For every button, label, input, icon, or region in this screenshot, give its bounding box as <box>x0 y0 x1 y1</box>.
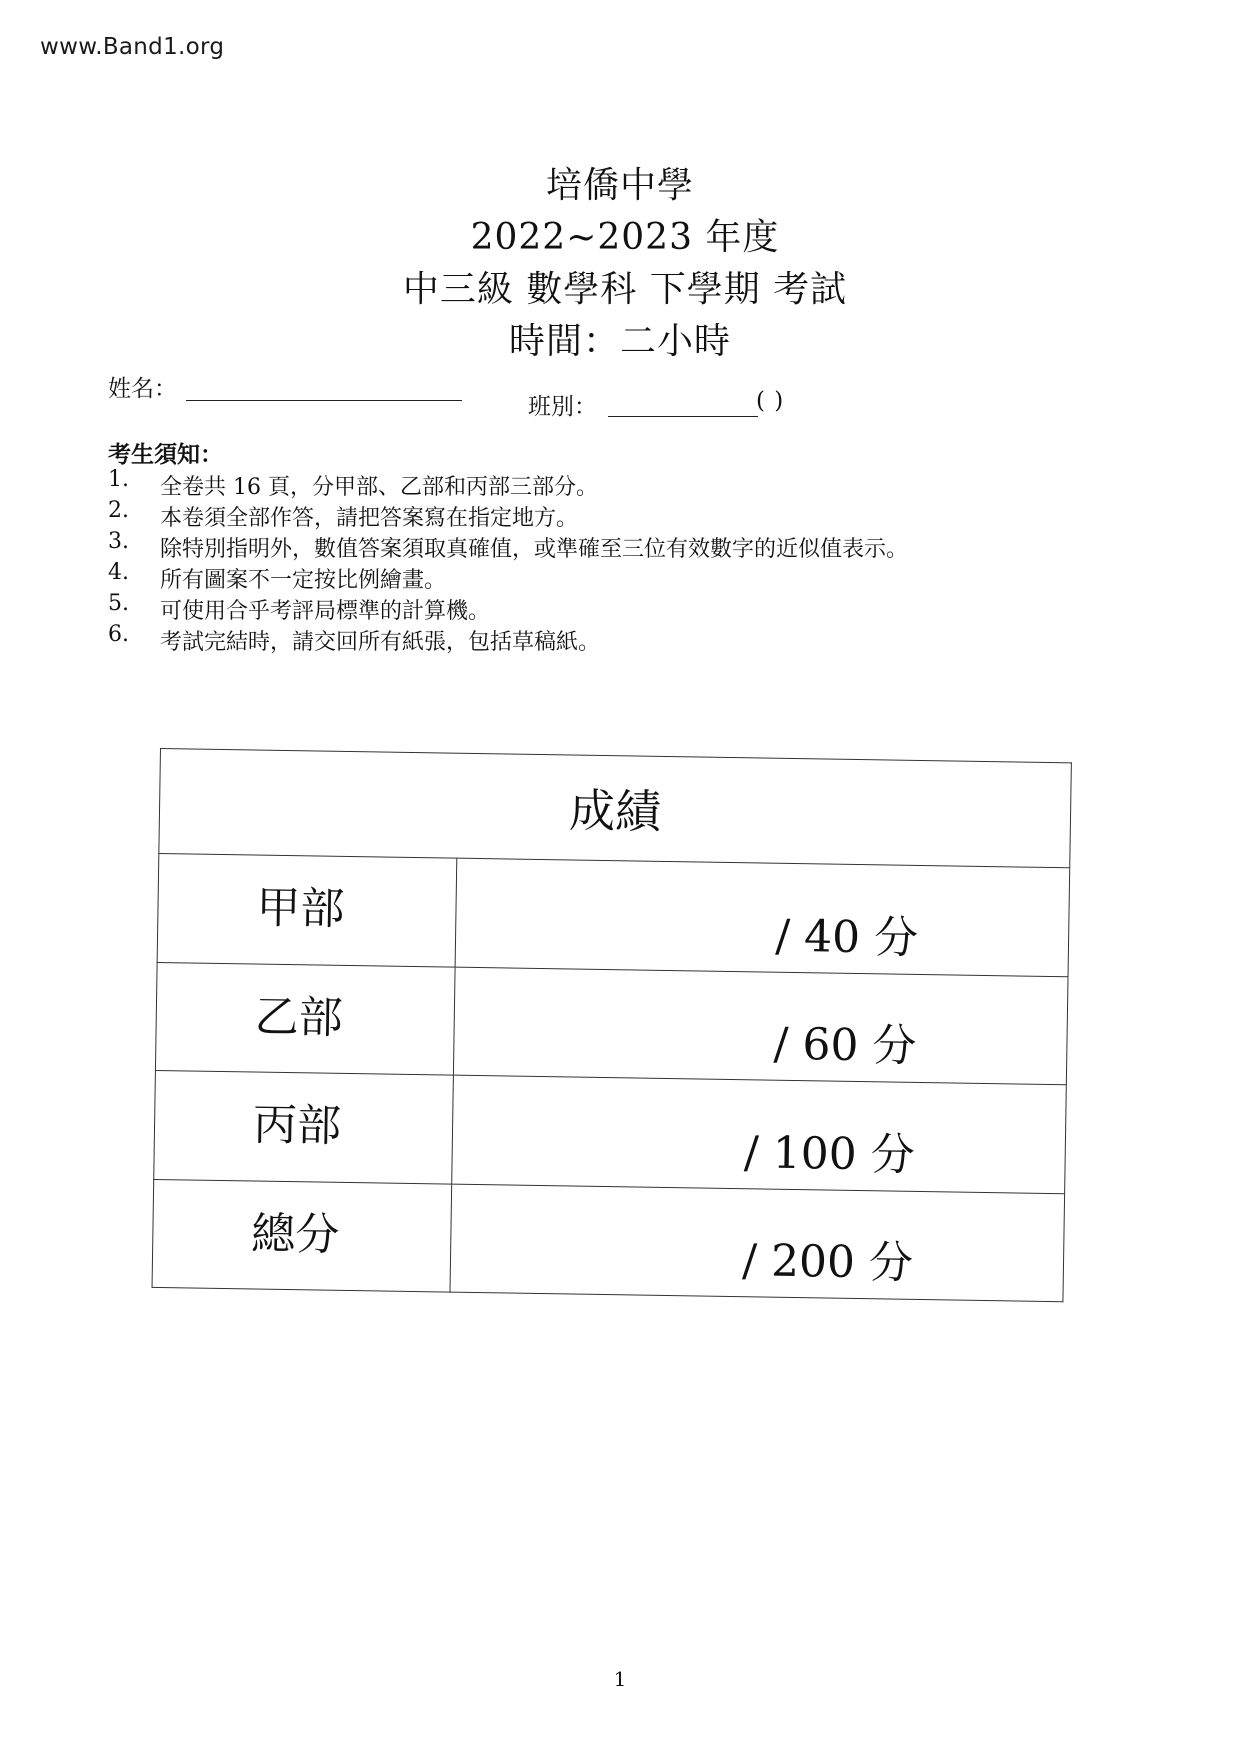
notice-item <box>108 530 1108 561</box>
name-field[interactable] <box>186 400 462 401</box>
page-number: 1 <box>613 1667 627 1691</box>
notice-item-text: 本卷須全部作答，請把答案寫在指定地方。 <box>160 506 579 531</box>
score-entry-cell[interactable]: / 40 分 <box>455 858 1070 976</box>
score-table-header-row <box>159 749 1072 869</box>
notice-item <box>108 592 1108 623</box>
notice-item-number: 6. <box>108 622 129 647</box>
notice-item-text: 可使用合乎考評局標準的計算機。 <box>160 599 491 624</box>
notice-list <box>108 468 1108 654</box>
score-row <box>155 962 1068 1085</box>
site-watermark: www.Band1.org <box>40 34 225 60</box>
score-row <box>157 854 1070 977</box>
academic-year: 2022~2023 年度 <box>470 217 780 258</box>
score-row <box>154 1071 1067 1194</box>
notice-item <box>108 499 1108 530</box>
notice-item-text: 全卷共 16 頁，分甲部、乙部和丙部三部分。 <box>160 475 598 500</box>
notice-item-number: 2. <box>108 498 129 523</box>
score-entry-cell[interactable]: / 100 分 <box>452 1075 1067 1193</box>
notice-item-text: 考試完結時，請交回所有紙張，包括草稿紙。 <box>160 630 601 655</box>
score-row <box>152 1179 1065 1302</box>
notice-item-number: 3. <box>108 529 129 554</box>
score-table-container <box>152 748 1072 1302</box>
score-part-label: 總分 <box>152 1179 452 1292</box>
score-entry-cell[interactable]: / 60 分 <box>453 967 1068 1085</box>
score-entry-cell[interactable]: / 200 分 <box>450 1184 1065 1302</box>
exam-duration: 時間：二小時 <box>508 321 731 362</box>
student-info-row <box>108 370 1140 420</box>
notice-item <box>108 561 1108 592</box>
notice-item <box>108 468 1108 499</box>
notice-item <box>108 623 1108 654</box>
exam-title: 中三級 數學科 下學期 考試 <box>402 269 848 310</box>
notice-item-number: 5. <box>108 591 129 616</box>
class-label: 班別： <box>528 394 597 420</box>
score-part-label: 乙部 <box>155 962 455 1075</box>
score-part-label: 甲部 <box>157 854 457 967</box>
score-part-label: 丙部 <box>154 1071 454 1184</box>
school-name: 培僑中學 <box>545 165 694 206</box>
class-number-field[interactable]: ( ) <box>756 388 785 414</box>
notice-item-text: 所有圖案不一定按比例繪畫。 <box>160 568 447 593</box>
class-field[interactable] <box>608 416 758 417</box>
name-label: 姓名： <box>108 376 177 402</box>
notice-item-number: 4. <box>108 560 129 585</box>
notice-title: 考生須知： <box>108 441 223 468</box>
notice-item-text: 除特別指明外，數值答案須取真確值，或準確至三位有效數字的近似值表示。 <box>160 537 909 562</box>
score-table <box>152 748 1072 1302</box>
exam-header <box>0 160 1240 368</box>
score-table-title: 成績 <box>159 749 1072 869</box>
notice-item-number: 1. <box>108 467 129 492</box>
